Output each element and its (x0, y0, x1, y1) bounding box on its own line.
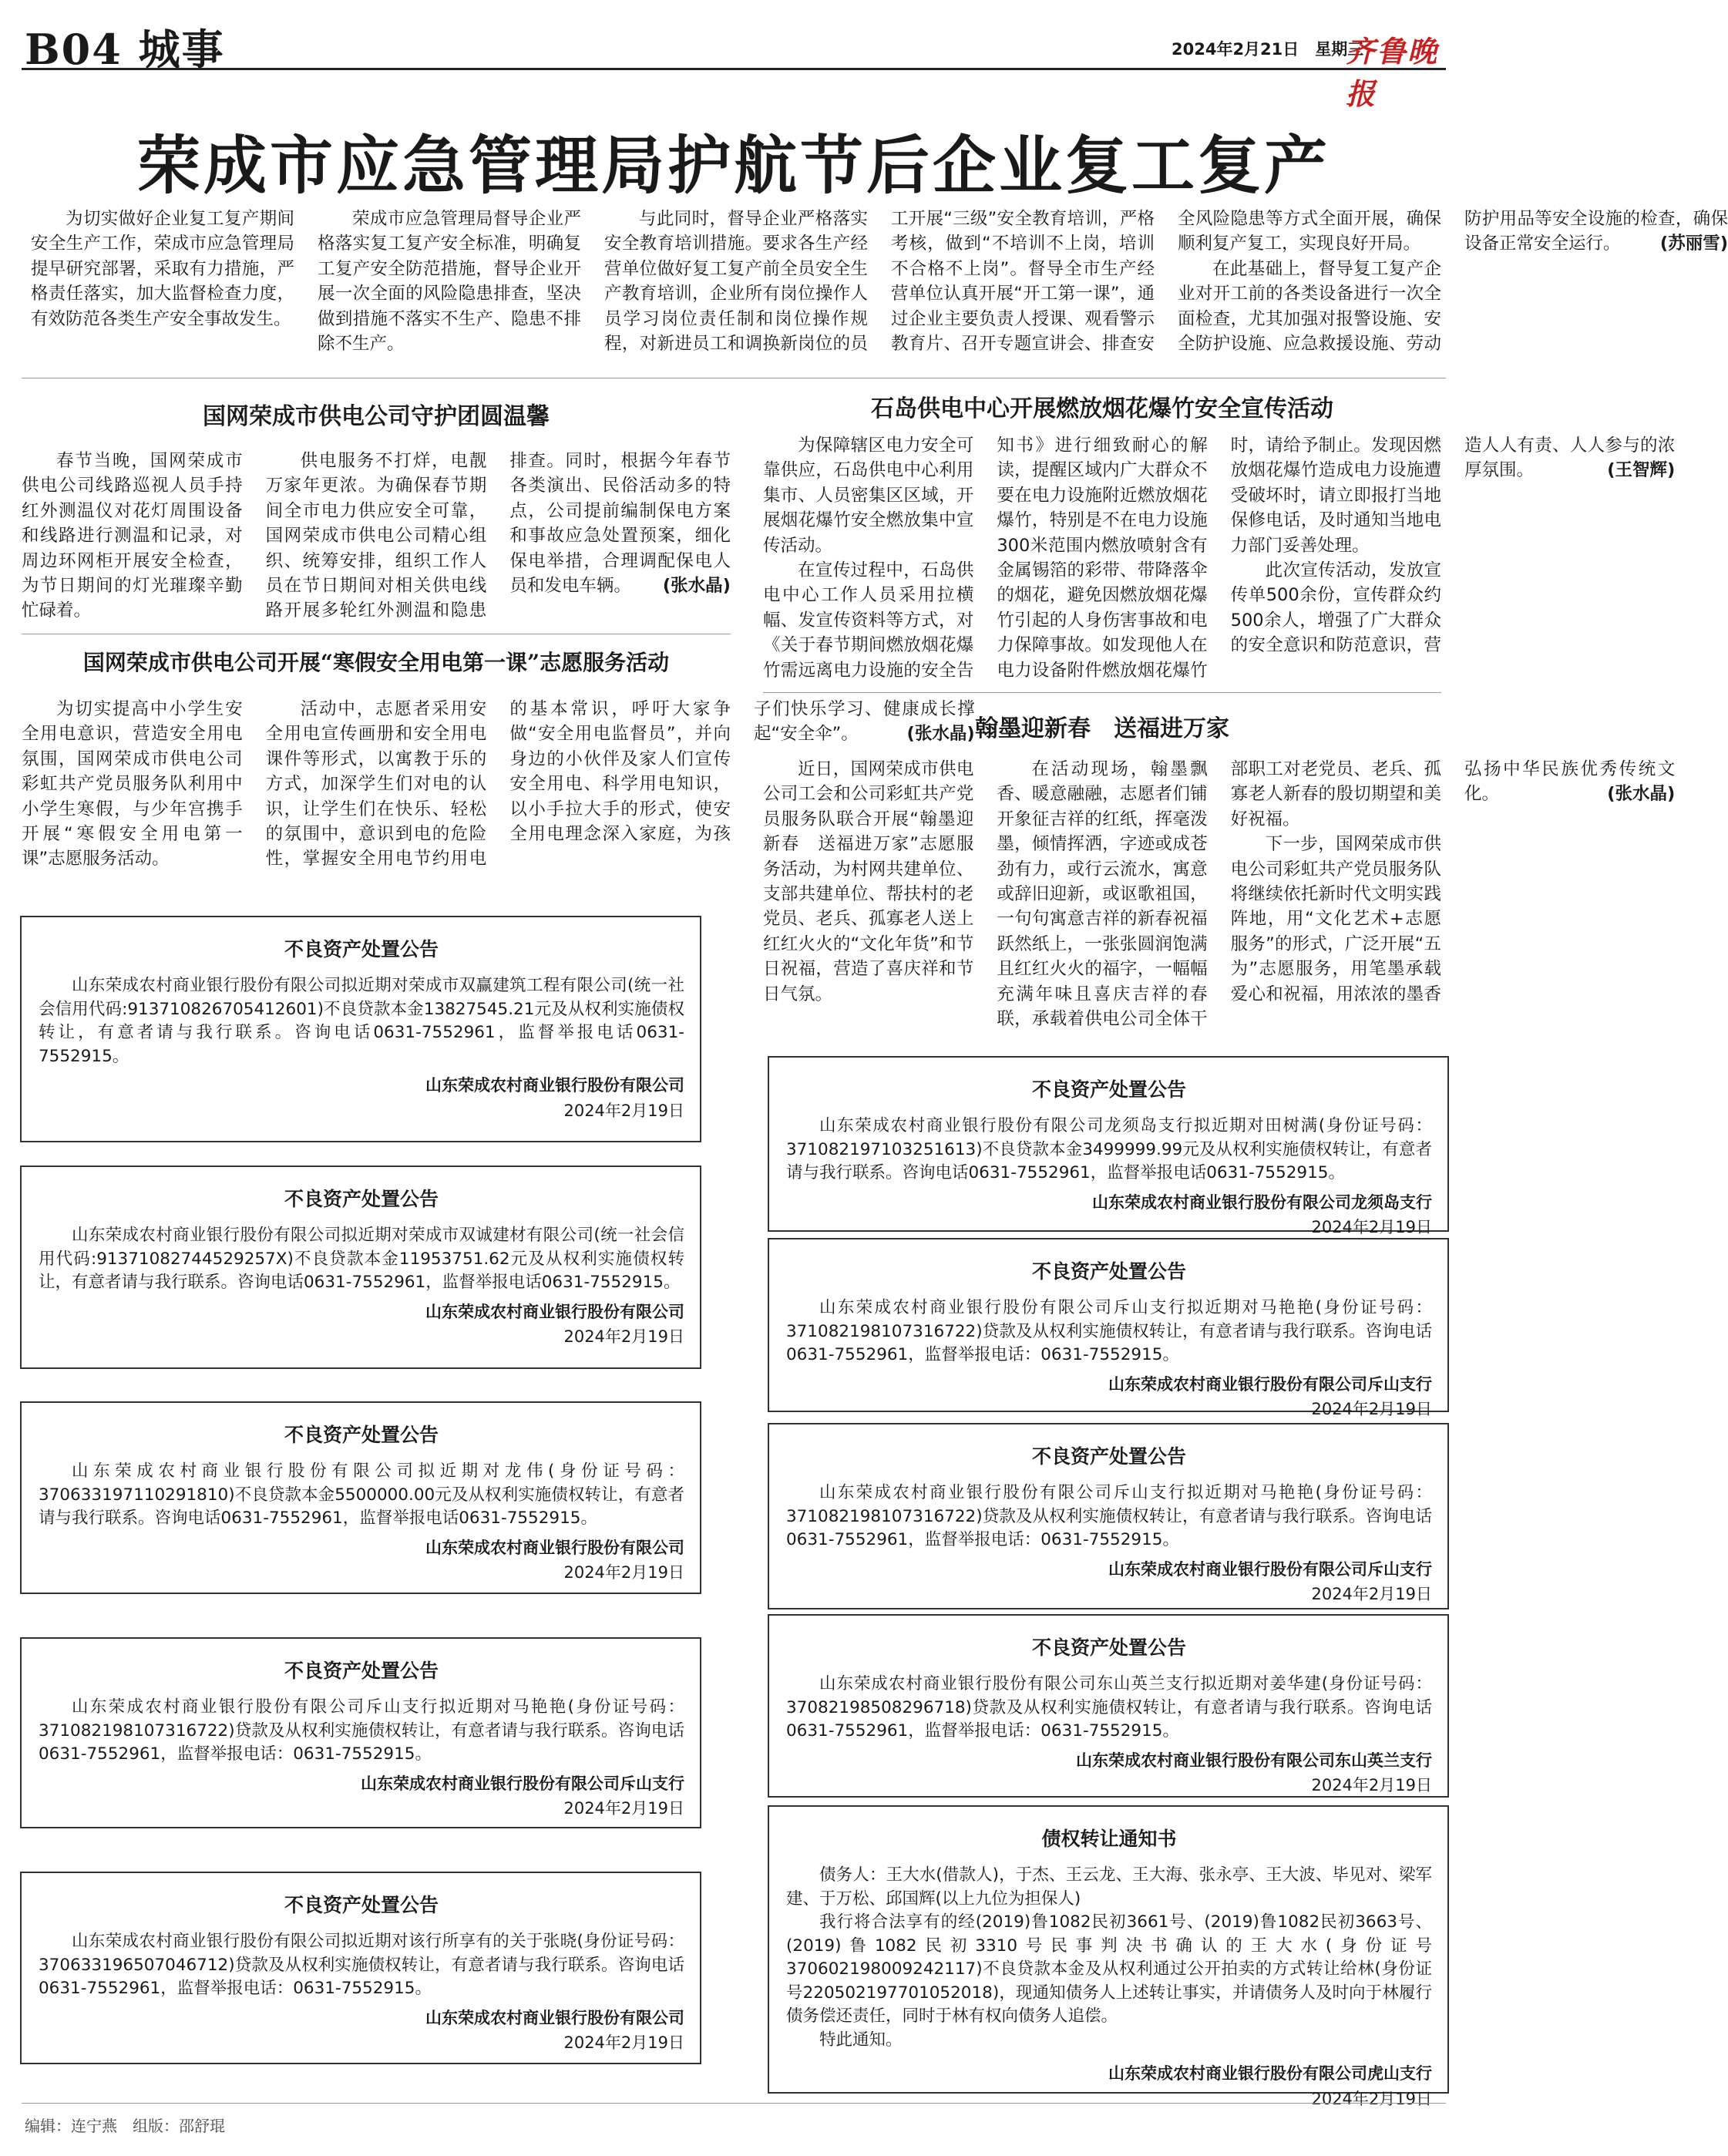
notice-signer: 山东荣成农村商业银行股份有限公司龙须岛支行 (1092, 1192, 1432, 1212)
issue-date: 2024年2月21日 星期三 (1172, 40, 1364, 59)
notice-body: 山东荣成农村商业银行股份有限公司斥山支行拟近期对马艳艳(身份证号码：371082198107316722)贷款及从权利实施债权转让，有意者请与我行联系。咨询电话0631-7552961，监督举报电话：0631-7552915。 (786, 1483, 1432, 1550)
notice-box (20, 1401, 701, 1594)
notice-date: 2024年2月19日 (563, 2033, 684, 2053)
article-c-signature: (王智辉) (1607, 460, 1676, 481)
notice-box (20, 1637, 701, 1828)
notice-body: 山东荣成农村商业银行股份有限公司拟近期对荣成市双诚建材有限公司(统一社会信用代码:9137108274452925​7X)不良贷款本金11953751.62元及从权利实施债权转让，有意者请与我行联系。咨询电话0631-7552961，监督举报电话0631-7552915。 (39, 1226, 684, 1293)
lead-paragraph: 与此同时，督导企业严格落实安全教育培训措施。要求各生产经营单位做好复工复产前全员安全生产教育培训，企业所有岗位操作人员学习岗位责任制和岗位操作规程，对新进员工和调换新岗位的员工开展“三级”安全教育培训，严格考核，做到“不培训不上岗，培训不合格不上岗”。督导全市生产经营单位认真开展“开工第一课”，通过企业主要负责人授课、观看警示教育片、召开专题宣讲会、排查安全风险隐患等方式全面开展，确保顺利复产复工，实现良好开局。 (604, 209, 1441, 354)
notice-body: 我行将合法享有的经(2019)鲁1082民初3661号、(2019)鲁1082民初3663号、(2019)鲁1082民初3310号民事判决书确认的王大水(身份证号370602198009242117)不良贷款本金及从权利通过公开拍卖的方式转让给林(身份证号220502197701052018)，现通知债务人上述转让事实，并请债务人及时向于林履行债务偿还责任，同时于林有权向债务人追偿。 (786, 1912, 1432, 2027)
notice-title: 不良资产处置公告 (1031, 1078, 1186, 1101)
article-paragraph: 下一步，国网荣成市供电公司彩虹共产党员服务队将继续依托新时代文明实践阵地，用“文化艺术+志愿服务”的形式，广泛开展“五为”志愿服务，用笔墨承载爱心和祝福，用浓浓的墨香弘扬中华民族优秀传统文化。 (张水晶) (1230, 759, 1676, 1004)
notice-date: 2024年2月19日 (563, 1327, 684, 1347)
article-b-signature: (张水晶) (906, 724, 975, 745)
notice-title: 不良资产处置公告 (284, 1188, 439, 1210)
lead-signature: (苏丽雪) (1659, 234, 1728, 254)
notice-box (768, 1056, 1449, 1237)
notice-box (768, 1614, 1449, 1798)
notice-box (20, 1165, 701, 1369)
section-label: B04 城事 (25, 25, 225, 74)
notice-box (768, 1238, 1449, 1419)
notice-signer: 山东荣成农村商业银行股份有限公司斥山支行 (1108, 1559, 1432, 1579)
notice-title: 不良资产处置公告 (284, 938, 439, 960)
notice-date: 2024年2月19日 (1311, 2089, 1432, 2108)
notice-signer: 山东荣成农村商业银行股份有限公司 (425, 1302, 684, 1321)
notice-signer: 山东荣成农村商业银行股份有限公司 (425, 1076, 684, 1095)
debtor-list: 债务人：王大水(借款人)，于杰、王云龙、王大海、张永亭、王大波、毕见对、梁军建、于万松、邱国辉(以上九位为担保人) (786, 1865, 1432, 1909)
notice-body: 山东荣成农村商业银行股份有限公司斥山支行拟近期对马艳艳(身份证号码：371082198107316722)贷款及从权利实施债权转让，有意者请与我行联系。咨询电话0631-7552961，监督举报电话：0631-7552915。 (39, 1697, 684, 1764)
notice-box (768, 1423, 1449, 1609)
notice-date: 2024年2月19日 (1311, 1218, 1432, 1237)
notice-title: 不良资产处置公告 (1031, 1445, 1186, 1468)
notice-signer: 山东荣成农村商业银行股份有限公司东山英兰支行 (1076, 1751, 1432, 1770)
lead-paragraph: 为切实做好企业复工复产期间安全生产工作，荣成市应急管理局提早研究部署，采取有力措施，严格责任落实，加大监督检查力度，有效防范各类生产安全事故发生。 (31, 209, 294, 329)
notice-title: 债权转让通知书 (1041, 1828, 1177, 1850)
notice-signer: 山东荣成农村商业银行股份有限公司 (425, 1538, 684, 1557)
notice-title: 不良资产处置公告 (1031, 1260, 1186, 1283)
notice-signer: 山东荣成农村商业银行股份有限公司 (425, 2008, 684, 2027)
notice-box (20, 916, 701, 1142)
notice-closing: 特此通知。 (819, 2030, 903, 2050)
article-b-title: 国网荣成市供电公司开展“寒假安全用电第一课”志愿服务活动 (82, 650, 670, 675)
article-d-signature: (张水晶) (1607, 784, 1676, 805)
article-paragraph: 活动中，志愿者采用安全用电宣传画册和安全用电课件等形式，以寓教于乐的方式，加深学生们对电的认识，让学生们在快乐、轻松的氛围中，意识到电的危险性，掌握安全用电节约用电的基本常识，呼吁大家争做“安全用电监督员”，并向身边的小伙伴及家人们宣传安全用电、科学用电知识，以小手拉大手的形式，使安全用电理念深入家庭，为孩子们快乐学习、健康成长撑起“安全伞”。 (张水晶) (265, 699, 975, 869)
notice-title: 不良资产处置公告 (284, 1424, 439, 1446)
article-paragraph: 为保障辖区电力安全可靠供应，石岛供电中心利用集市、人员密集区区域，开展烟花爆竹安全燃放集中宣传活动。 (763, 436, 974, 556)
article-paragraph: 春节当晚，国网荣成市供电公司线路巡视人员手持红外测温仪对花灯周围设备和线路进行测温和记录，对周边环网柜开展安全检查，为节日期间的灯光璀璨辛勤忙碌着。 (22, 451, 243, 621)
notice-body: 山东荣成农村商业银行股份有限公司拟近期对龙伟(身份证号码：370633197110291810)不良贷款本金5500000.00元及从权利实施债权转让，有意者请与我行联系。咨询电话0631-7552961，监督举报电话0631-7552915。 (39, 1461, 684, 1529)
article-a-body (22, 449, 731, 626)
notice-body: 山东荣成农村商业银行股份有限公司龙须岛支行拟近期对田树满(身份证号码：371082197103251613)不良贷款本金3499999.99元及从权利实施债权转让，有意者请与我行联系。咨询电话0631-7552961，监督举报电话0631-7552915。 (786, 1116, 1432, 1183)
article-a-title: 国网荣成市供电公司守护团圆温馨 (203, 403, 550, 430)
notice-title: 不良资产处置公告 (284, 1660, 439, 1682)
article-paragraph: 近日，国网荣成市供电公司工会和公司彩虹共产党员服务队联合开展“翰墨迎新春 送福进万家”志愿服务活动，为村网共建单位、支部共建单位、帮扶村的老党员、老兵、孤寡老人送上红红火火的“文化年货”和节日祝福，营造了喜庆祥和节日气氛。 (763, 759, 974, 1004)
lead-article (31, 207, 1728, 365)
article-paragraph: 供电服务不打烊，电靓万家年更浓。为确保春节期间全市电力供应安全可靠，国网荣成市供电公司精心组织、统筹安排，组织工作人员在节日期间对相关供电线路开展多轮红外测温和隐患排查。同时，根据今年春节各类演出、民俗活动多的特点，公司提前编制保电方案和事故应急处置预案，细化保电举措，合理调配保电人员和发电车辆。 (张水晶) (265, 451, 731, 621)
article-a-signature: (张水晶) (662, 575, 731, 596)
transfer-notice-box (768, 1805, 1449, 2108)
notice-body: 山东荣成农村商业银行股份有限公司拟近期对该行所享有的关于张晓(身份证号码：370633196507046712)贷款及从权利实施债权转让，有意者请与我行联系。咨询电话0631-7552961，监督举报电话：0631-7552915。 (39, 1932, 684, 1999)
article-c-title: 石岛供电中心开展燃放烟花爆竹安全宣传活动 (871, 395, 1333, 422)
article-d-body (763, 757, 1676, 1034)
notice-date: 2024年2月19日 (1311, 1776, 1432, 1795)
notice-date: 2024年2月19日 (563, 1101, 684, 1120)
notice-body: 山东荣成农村商业银行股份有限公司东山英兰支行拟近期对姜华建(身份证号码：370821985082967​18)贷款及从权利实施债权转让，有意者请与我行联系。咨询电话0631-7552961，监督举报电话：0631-7552915。 (786, 1674, 1432, 1741)
article-paragraph: 此次宣传活动，发放宣传单500余份，宣传群众约500余人，增强了广大群众的安全意识和防范意识，营造人人有责、人人参与的浓厚氛围。 (王智辉) (1230, 436, 1676, 656)
lead-paragraph: 荣成市应急管理局督导企业严格落实复工复产安全标准，明确复工复产安全防范措施，督导企业开展一次全面的风险隐患排查，坚决做到措施不落实不生产、隐患不排除不生产。 (318, 209, 581, 354)
page-headline: 荣成市应急管理局护航节后企业复工复产 (136, 129, 1330, 203)
article-paragraph: 为切实提高中小学生安全用电意识，营造安全用电氛围，国网荣成市供电公司彩虹共产党员服务队利用中小学生寒假，与少年宫携手开展“寒假安全用电第一课”志愿服务活动。 (22, 699, 243, 869)
newspaper-logo: 齐鲁晚报 (1346, 34, 1439, 111)
notice-date: 2024年2月19日 (563, 1799, 684, 1818)
article-paragraph: 在活动现场，翰墨飘香、暖意融融，志愿者们铺开象征吉祥的红纸，挥毫泼墨，倾情挥洒，字迹或成苍劲有力，或行云流水，寓意或辞旧迎新，或讴歌祖国，一句句寓意吉祥的新春祝福跃然纸上，一张张圆润饱满且红红火火的福字，一幅幅充满年味且喜庆吉祥的春联，承载着供电公司全体干部职工对老党员、老兵、孤寡老人新春的殷切期望和美好祝福。 (997, 759, 1441, 1029)
article-c-body (763, 433, 1676, 688)
header-rule (22, 68, 1446, 70)
article-paragraph: 在宣传过程中，石岛供电中心工作人员采用拉横幅、发宣传资料等方式，对《关于春节期间燃放烟花爆竹需远离电力设施的安全告知书》进行细致耐心的解读，提醒区域内广大群众不要在电力设施附近燃放烟花爆竹，特别是不在电力设施300米范围内燃放喷射含有金属锡箔的彩带、带降落伞的烟花，避免因燃放烟花爆竹引起的人身伤害事故和电力保障事故。如发现他人在电力设备附件燃放烟花爆竹时，请给予制止。发现因燃放烟花爆竹造成电力设施遭受破坏时，请立即报打当地保修电话，及时通知当地电力部门妥善处理。 (763, 436, 1441, 681)
notice-date: 2024年2月19日 (1311, 1585, 1432, 1604)
divider (763, 692, 1441, 693)
notice-signer: 山东荣成农村商业银行股份有限公司斥山支行 (1108, 1374, 1432, 1394)
footer-rule (22, 2103, 1446, 2104)
notice-date: 2024年2月19日 (1311, 1400, 1432, 1419)
editor-credit: 编辑：连宁燕 组版：邵舒琨 (25, 2117, 225, 2135)
notice-signer: 山东荣成农村商业银行股份有限公司虎山支行 (1108, 2064, 1432, 2084)
notice-title: 不良资产处置公告 (1031, 1636, 1186, 1659)
notice-signer: 山东荣成农村商业银行股份有限公司斥山支行 (361, 1774, 684, 1793)
article-d-title: 翰墨迎新春 送福进万家 (975, 715, 1229, 742)
notice-title: 不良资产处置公告 (284, 1894, 439, 1916)
notice-box (20, 1872, 701, 2064)
notice-body: 山东荣成农村商业银行股份有限公司斥山支行拟近期对马艳艳(身份证号码：371082198107316722)贷款及从权利实施债权转让，有意者请与我行联系。咨询电话0631-7552961，监督举报电话：0631-7552915。 (786, 1298, 1432, 1365)
notice-body: 山东荣成农村商业银行股份有限公司拟近期对荣成市双赢建筑工程有限公司(统一社会信用代码:913710826705412601)不良贷款本金13827545.21元及从权利实施债权转让，有意者请与我行联系。咨询电话0631-7552961，监督举报电话0631-7552915。 (39, 976, 684, 1066)
lead-paragraph: 在此基础上，督导复工复产企业对开工前的各类设备进行一次全面检查，尤其加强对报警设施、安全防护设施、应急救援设施、劳动防护用品等安全设施的检查，确保设备正常安全运行。 (苏丽雪) (1178, 209, 1728, 354)
notice-date: 2024年2月19日 (563, 1563, 684, 1583)
